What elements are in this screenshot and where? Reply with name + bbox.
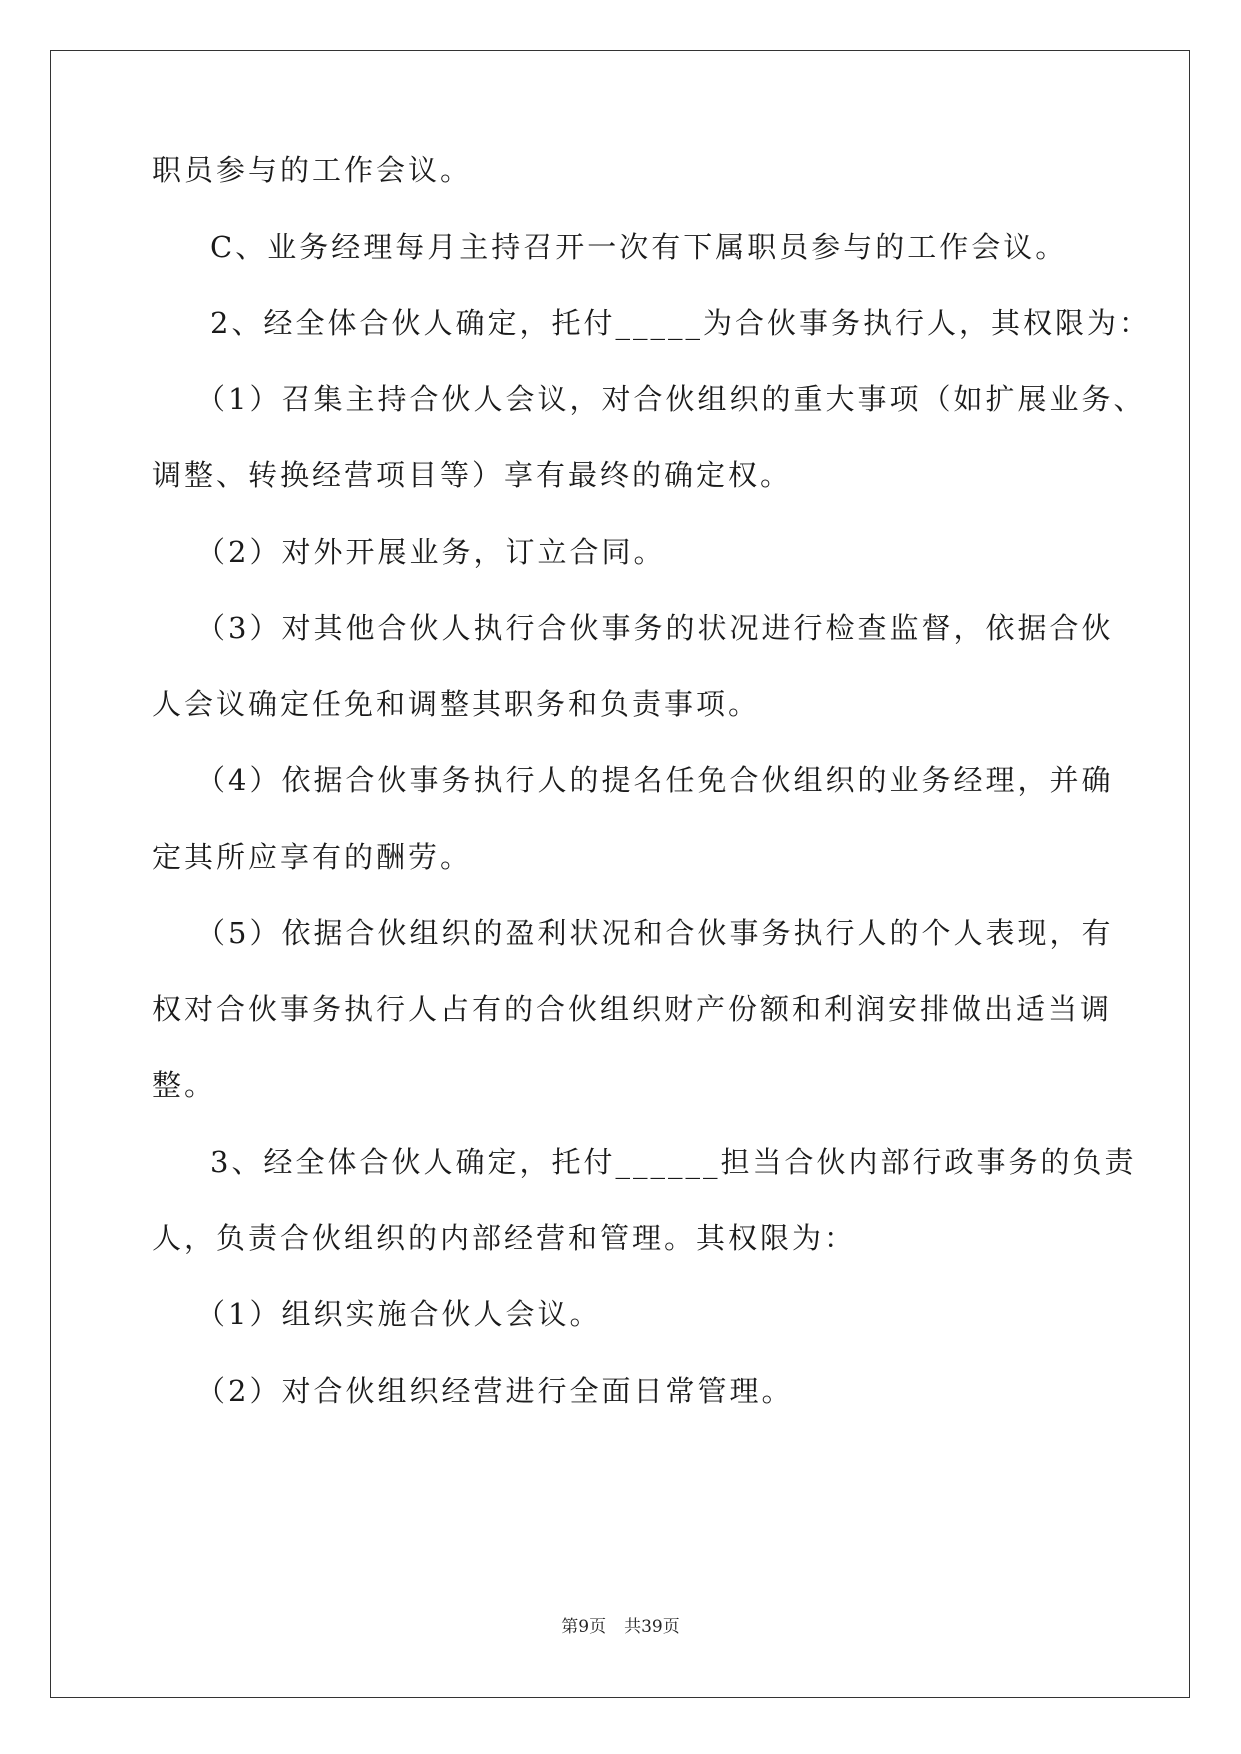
page-number: 第9页 (561, 1617, 607, 1637)
text-line: （5）依据合伙组织的盈利状况和合伙事务执行人的个人表现，有 (196, 916, 1114, 950)
text-line: 2、经全体合伙人确定，托付_____为合伙事务执行人，其权限为： (210, 306, 1151, 340)
text-line: （2）对外开展业务，订立合同。 (196, 535, 666, 569)
text-line: （2）对合伙组织经营进行全面日常管理。 (196, 1374, 794, 1408)
text-line: 职员参与的工作会议。 (152, 153, 473, 187)
text-line: 人，负责合伙组织的内部经营和管理。其权限为： (152, 1221, 857, 1255)
text-line: （4）依据合伙事务执行人的提名任免合伙组织的业务经理，并确 (196, 763, 1114, 797)
page-total: 共39页 (624, 1617, 680, 1637)
text-line: C、业务经理每月主持召开一次有下属职员参与的工作会议。 (210, 230, 1068, 264)
text-line: 调整、转换经营项目等）享有最终的确定权。 (152, 458, 793, 492)
text-line: （1）召集主持合伙人会议，对合伙组织的重大事项（如扩展业务、 (196, 382, 1146, 416)
text-line: 权对合伙事务执行人占有的合伙组织财产份额和利润安排做出适当调 (152, 992, 1113, 1026)
text-line: （1）组织实施合伙人会议。 (196, 1297, 602, 1331)
text-line: 人会议确定任免和调整其职务和负责事项。 (152, 687, 761, 721)
text-line: （3）对其他合伙人执行合伙事务的状况进行检查监督，依据合伙 (196, 611, 1114, 645)
text-line: 整。 (152, 1068, 217, 1102)
page-footer (0, 1612, 1241, 1637)
text-line: 定其所应享有的酬劳。 (152, 840, 473, 874)
text-line: 3、经全体合伙人确定，托付______担当合伙内部行政事务的负责 (210, 1145, 1137, 1179)
